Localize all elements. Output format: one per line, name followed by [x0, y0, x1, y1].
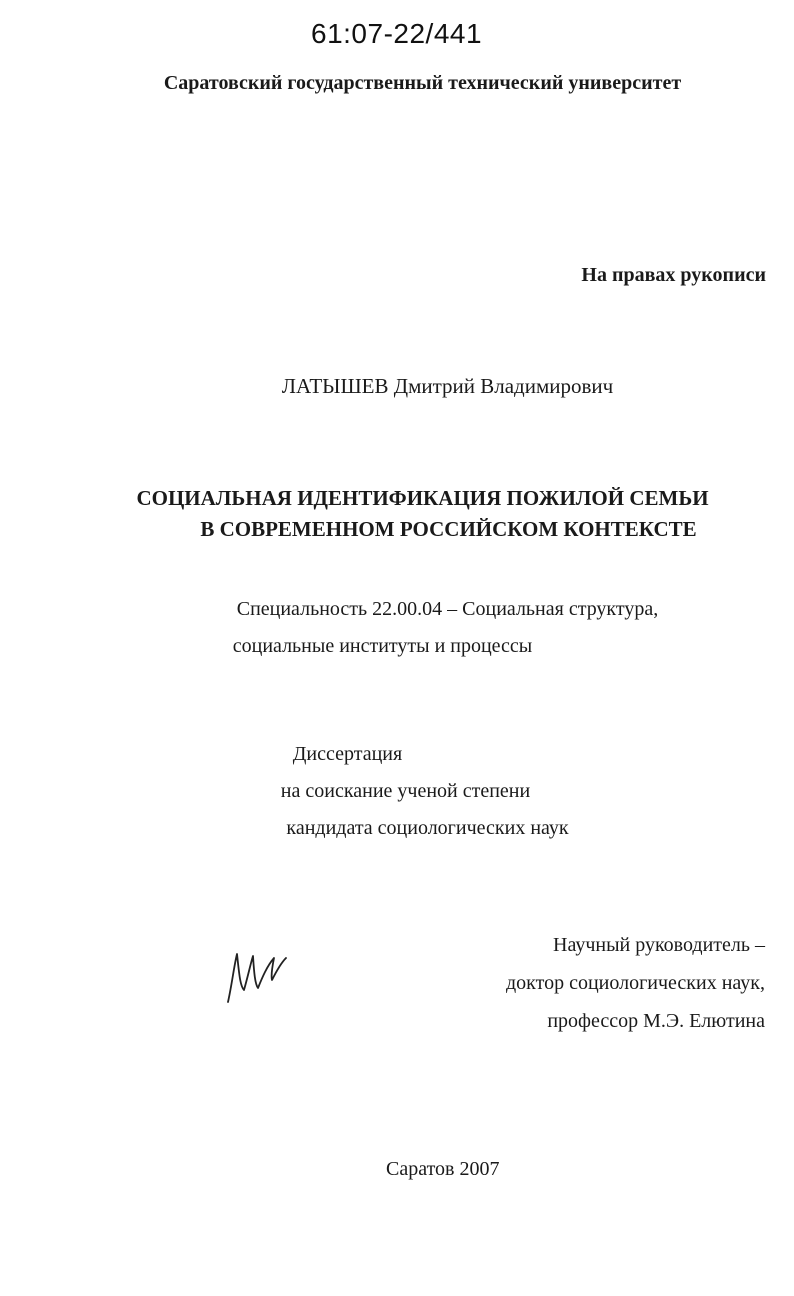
- manuscript-rights-note: На правах рукописи: [581, 264, 766, 286]
- signature-icon: [222, 944, 292, 1006]
- supervisor-line-1: Научный руководитель –: [553, 934, 765, 956]
- degree-line-3: кандидата социологических наук: [286, 817, 569, 839]
- title-line-1: СОЦИАЛЬНАЯ ИДЕНТИФИКАЦИЯ ПОЖИЛОЙ СЕМЬИ: [136, 486, 709, 510]
- city-year: Саратов 2007: [386, 1158, 500, 1180]
- supervisor-line-2: доктор социологических наук,: [505, 972, 765, 994]
- dissertation-title: [0, 483, 794, 545]
- supervisor-line-3: профессор М.Э. Елютина: [547, 1010, 765, 1032]
- archive-code: 61:07-22/441: [311, 18, 483, 49]
- degree-line-1: Диссертация: [292, 743, 403, 765]
- specialty-line-2: социальные институты и процессы: [232, 635, 533, 657]
- university-name: Саратовский государственный технический университет: [163, 72, 682, 94]
- degree-line-2: на соискание ученой степени: [280, 780, 531, 802]
- title-line-2: В СОВРЕМЕННОМ РОССИЙСКОМ КОНТЕКСТЕ: [200, 517, 697, 541]
- specialty-line-1: Специальность 22.00.04 – Социальная структура,: [236, 598, 659, 620]
- specialty-block: [0, 591, 794, 665]
- author-name: ЛАТЫШЕВ Дмитрий Владимирович: [281, 374, 614, 398]
- supervisor-block: [506, 926, 765, 1040]
- degree-block: [0, 736, 794, 847]
